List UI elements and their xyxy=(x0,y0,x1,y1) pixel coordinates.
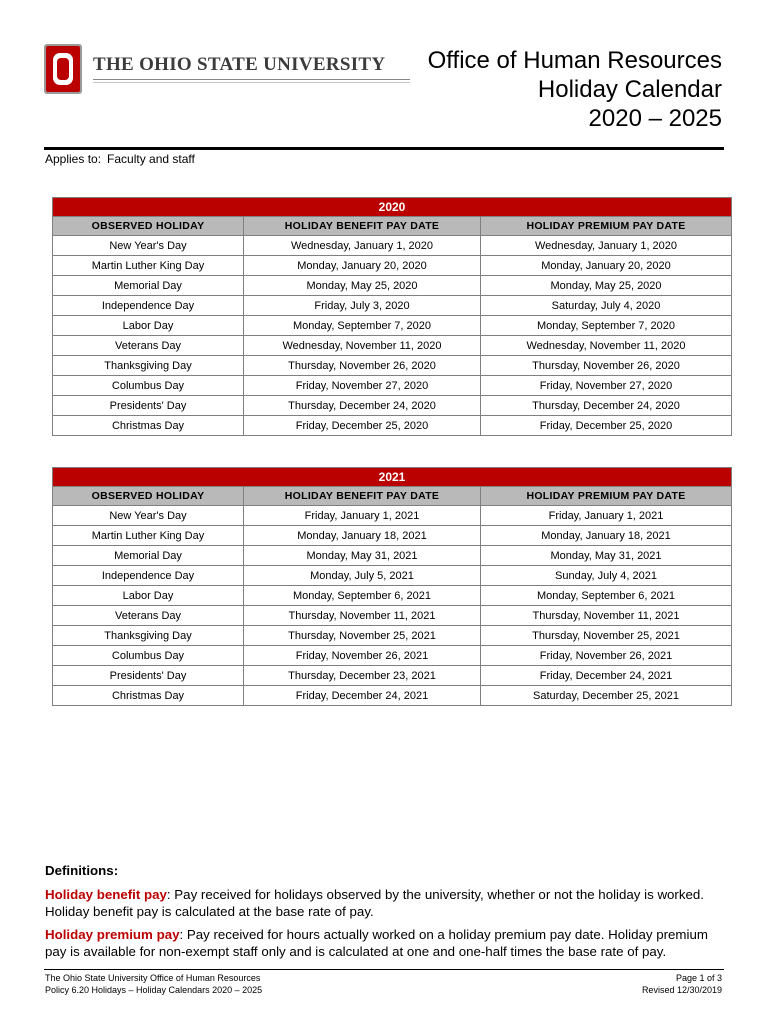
benefit-date: Monday, May 31, 2021 xyxy=(244,546,481,566)
table-row xyxy=(53,686,732,706)
benefit-date: Thursday, December 24, 2020 xyxy=(244,396,481,416)
table-row xyxy=(53,356,732,376)
column-header: HOLIDAY PREMIUM PAY DATE xyxy=(481,217,732,236)
premium-date: Wednesday, November 11, 2020 xyxy=(481,336,732,356)
premium-date: Friday, January 1, 2021 xyxy=(481,506,732,526)
table-row xyxy=(53,666,732,686)
benefit-date: Monday, September 6, 2021 xyxy=(244,586,481,606)
holiday-name: Thanksgiving Day xyxy=(53,626,244,646)
table-row xyxy=(53,416,732,436)
table-row xyxy=(53,396,732,416)
footer-right xyxy=(642,972,722,996)
benefit-date: Wednesday, November 11, 2020 xyxy=(244,336,481,356)
page-number: Page 1 of 3 xyxy=(675,973,722,983)
applies-value: Faculty and staff xyxy=(107,152,195,166)
title-divider xyxy=(44,147,724,150)
holiday-name: Christmas Day xyxy=(53,416,244,436)
premium-date: Monday, January 20, 2020 xyxy=(481,256,732,276)
holiday-table-2020 xyxy=(52,197,732,436)
premium-date: Sunday, July 4, 2021 xyxy=(481,566,732,586)
table-row xyxy=(53,586,732,606)
holiday-name: Presidents' Day xyxy=(53,666,244,686)
benefit-date: Friday, December 24, 2021 xyxy=(244,686,481,706)
holiday-name: Labor Day xyxy=(53,316,244,336)
revision-date: Revised 12/30/2019 xyxy=(641,985,722,995)
holiday-name: Christmas Day xyxy=(53,686,244,706)
premium-date: Monday, September 6, 2021 xyxy=(481,586,732,606)
holiday-name: Veterans Day xyxy=(53,336,244,356)
benefit-date: Thursday, December 23, 2021 xyxy=(244,666,481,686)
applies-to xyxy=(45,152,201,166)
document-title xyxy=(428,46,722,133)
premium-date: Saturday, December 25, 2021 xyxy=(481,686,732,706)
table-row xyxy=(53,506,732,526)
block-o-icon xyxy=(44,44,82,94)
benefit-date: Thursday, November 11, 2021 xyxy=(244,606,481,626)
table-row xyxy=(53,256,732,276)
benefit-date: Monday, January 20, 2020 xyxy=(244,256,481,276)
logo-rule-secondary xyxy=(93,82,410,83)
column-header: OBSERVED HOLIDAY xyxy=(53,217,244,236)
footer-office: The Ohio State University Office of Human Resources xyxy=(45,973,261,983)
table-row xyxy=(53,236,732,256)
table-row xyxy=(53,336,732,356)
table-row xyxy=(53,526,732,546)
premium-date: Monday, May 31, 2021 xyxy=(481,546,732,566)
premium-date: Monday, January 18, 2021 xyxy=(481,526,732,546)
premium-date: Friday, November 26, 2021 xyxy=(481,646,732,666)
benefit-date: Thursday, November 25, 2021 xyxy=(244,626,481,646)
holiday-name: Labor Day xyxy=(53,586,244,606)
holiday-name: Thanksgiving Day xyxy=(53,356,244,376)
benefit-date: Thursday, November 26, 2020 xyxy=(244,356,481,376)
premium-date: Saturday, July 4, 2020 xyxy=(481,296,732,316)
university-name: THE OHIO STATE UNIVERSITY xyxy=(93,54,386,75)
university-logo xyxy=(44,44,386,98)
benefit-date: Monday, May 25, 2020 xyxy=(244,276,481,296)
holiday-name: New Year's Day xyxy=(53,506,244,526)
definitions-heading: Definitions: xyxy=(45,863,119,878)
benefit-date: Friday, January 1, 2021 xyxy=(244,506,481,526)
table-row xyxy=(53,376,732,396)
table-year: 2021 xyxy=(53,468,732,487)
footer-divider xyxy=(44,969,724,970)
premium-date: Monday, May 25, 2020 xyxy=(481,276,732,296)
benefit-date: Monday, January 18, 2021 xyxy=(244,526,481,546)
premium-date: Thursday, November 25, 2021 xyxy=(481,626,732,646)
benefit-date: Wednesday, January 1, 2020 xyxy=(244,236,481,256)
column-header: OBSERVED HOLIDAY xyxy=(53,487,244,506)
title-years: 2020 – 2025 xyxy=(588,105,722,132)
premium-date: Wednesday, January 1, 2020 xyxy=(481,236,732,256)
holiday-name: Independence Day xyxy=(53,296,244,316)
logo-rule xyxy=(93,79,410,80)
table-row xyxy=(53,606,732,626)
applies-label: Applies to: xyxy=(45,152,102,166)
definition-benefit-pay xyxy=(45,886,715,920)
premium-date: Friday, November 27, 2020 xyxy=(481,376,732,396)
holiday-name: Martin Luther King Day xyxy=(53,256,244,276)
premium-date: Monday, September 7, 2020 xyxy=(481,316,732,336)
benefit-date: Friday, November 26, 2021 xyxy=(244,646,481,666)
benefit-date: Monday, September 7, 2020 xyxy=(244,316,481,336)
holiday-name: Presidents' Day xyxy=(53,396,244,416)
table-year: 2020 xyxy=(53,198,732,217)
column-header: HOLIDAY BENEFIT PAY DATE xyxy=(244,487,481,506)
holiday-name: Columbus Day xyxy=(53,646,244,666)
definition-text: : Pay received for holidays observed by the university, whether or not the holiday is worked. Holiday benefit pay is calculated at the base rate of pay. xyxy=(45,887,704,919)
premium-date: Thursday, November 11, 2021 xyxy=(481,606,732,626)
table-row xyxy=(53,546,732,566)
definition-term: Holiday benefit pay xyxy=(45,887,167,902)
title-calendar: Holiday Calendar xyxy=(537,76,722,103)
holiday-name: Memorial Day xyxy=(53,546,244,566)
benefit-date: Friday, November 27, 2020 xyxy=(244,376,481,396)
definition-text: : Pay received for hours actually worked on a holiday premium pay date. Holiday premium pay is available for non-exempt staff only and is calculated at one and one-half times the base rate of pay. xyxy=(45,927,708,959)
benefit-date: Friday, July 3, 2020 xyxy=(244,296,481,316)
table-row xyxy=(53,296,732,316)
column-header: HOLIDAY PREMIUM PAY DATE xyxy=(481,487,732,506)
premium-date: Thursday, November 26, 2020 xyxy=(481,356,732,376)
premium-date: Thursday, December 24, 2020 xyxy=(481,396,732,416)
holiday-name: Veterans Day xyxy=(53,606,244,626)
table-row xyxy=(53,566,732,586)
holiday-name: Martin Luther King Day xyxy=(53,526,244,546)
definitions-section xyxy=(45,862,715,966)
benefit-date: Friday, December 25, 2020 xyxy=(244,416,481,436)
holiday-name: Columbus Day xyxy=(53,376,244,396)
definition-premium-pay xyxy=(45,926,715,960)
holiday-name: New Year's Day xyxy=(53,236,244,256)
table-row xyxy=(53,626,732,646)
holiday-name: Memorial Day xyxy=(53,276,244,296)
holiday-table-2021 xyxy=(52,467,732,706)
title-office: Office of Human Resources xyxy=(427,47,722,74)
benefit-date: Monday, July 5, 2021 xyxy=(244,566,481,586)
holiday-name: Independence Day xyxy=(53,566,244,586)
table-row xyxy=(53,276,732,296)
definition-term: Holiday premium pay xyxy=(45,927,180,942)
premium-date: Friday, December 25, 2020 xyxy=(481,416,732,436)
table-row xyxy=(53,646,732,666)
premium-date: Friday, December 24, 2021 xyxy=(481,666,732,686)
footer-left xyxy=(45,972,262,996)
table-row xyxy=(53,316,732,336)
column-header: HOLIDAY BENEFIT PAY DATE xyxy=(244,217,481,236)
footer-policy: Policy 6.20 Holidays – Holiday Calendars 2020 – 2025 xyxy=(45,985,263,995)
